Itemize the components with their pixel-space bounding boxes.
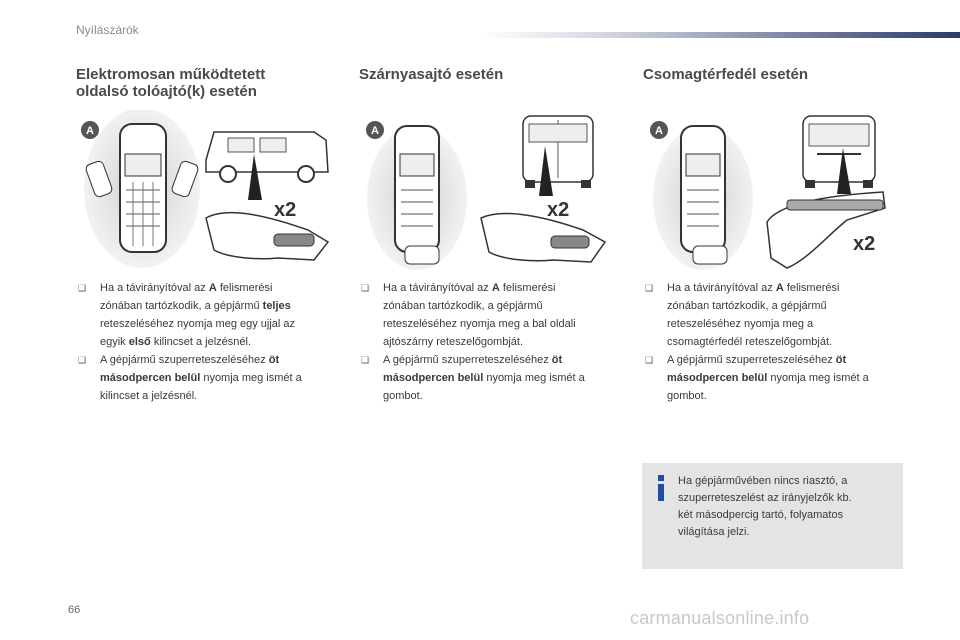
text-run: zónában tartózkodik, a gépjármű	[667, 300, 827, 312]
column-3-title-line1: Csomagtérfedél esetén	[643, 66, 809, 83]
zone-a-label: A	[655, 125, 663, 137]
text-run: kilincset a jelzésnél.	[150, 336, 252, 348]
bullet-item	[78, 351, 338, 405]
bullet-line	[383, 369, 623, 387]
column-1-title	[76, 66, 336, 100]
info-text	[678, 473, 890, 541]
column-1-title-line1: Elektromosan működtetett	[76, 66, 266, 83]
text-run: A gépjármű szuperreteszeléséhez	[100, 354, 269, 366]
bold-text: másodpercen belül	[100, 372, 201, 384]
info-line: világítása jelzi.	[678, 526, 750, 538]
bullet-marker-icon: ❑	[361, 355, 370, 365]
page-number: 66	[68, 604, 81, 616]
hand-pressing-handle	[206, 213, 328, 260]
zone-a-label: A	[371, 125, 379, 137]
text-run: zónában tartózkodik, a gépjármű	[100, 300, 263, 312]
van-top-view	[681, 126, 725, 252]
bold-text: A	[775, 282, 784, 294]
text-run: egyik	[100, 336, 129, 348]
van-rear-view	[523, 116, 593, 188]
bullet-line	[667, 297, 907, 315]
bullet-line	[383, 333, 623, 351]
column-2-title	[359, 66, 619, 83]
column-2-title-line1: Szárnyasajtó esetén	[359, 66, 504, 83]
bullet-line	[100, 333, 338, 351]
bullet-item	[361, 351, 623, 405]
bullet-line	[100, 351, 338, 369]
text-run: nyomja meg ismét a	[767, 372, 869, 384]
bold-text: másodpercen belül	[667, 372, 768, 384]
text-run: A gépjármű szuperreteszeléséhez	[667, 354, 836, 366]
bullet-line	[667, 333, 907, 351]
section-title: Nyílászárók	[76, 23, 139, 37]
bullet-line	[383, 387, 623, 405]
text-run: Ha a távirányítóval az	[383, 282, 492, 294]
van-side-view	[206, 132, 328, 182]
text-run: ajtószárny reteszelőgombját.	[383, 336, 524, 348]
bullet-line	[383, 297, 623, 315]
column-1-instructions	[78, 279, 338, 405]
header-bar	[480, 32, 960, 38]
text-run: nyomja meg ismét a	[200, 372, 302, 384]
column-2-instructions	[361, 279, 623, 405]
bullet-item	[78, 279, 338, 351]
bold-text: öt	[835, 354, 847, 366]
press-twice-label: x2	[547, 199, 570, 221]
text-run: gombot.	[667, 390, 707, 402]
bullet-line	[100, 315, 338, 333]
bullet-line	[667, 387, 907, 405]
bold-text: A	[491, 282, 500, 294]
bold-text: A	[208, 282, 217, 294]
hand-pressing-tailgate-button	[767, 192, 885, 268]
info-line: két másodpercig tartó, folyamatos	[678, 509, 844, 521]
bullet-marker-icon: ❑	[78, 355, 87, 365]
info-box	[642, 463, 903, 569]
info-icon	[654, 475, 668, 501]
text-run: felismerési	[783, 282, 840, 294]
text-run: reteszeléséhez nyomja meg egy ujjal az	[100, 318, 296, 330]
tailgate-illustration	[647, 110, 905, 272]
text-run: reteszeléséhez nyomja meg a bal oldali	[383, 318, 576, 330]
text-run: Ha a távirányítóval az	[100, 282, 209, 294]
bullet-marker-icon: ❑	[361, 283, 370, 293]
bullet-line	[100, 369, 338, 387]
bold-text: teljes	[262, 300, 291, 312]
bullet-line	[667, 351, 907, 369]
bullet-item	[361, 279, 623, 351]
text-run: reteszeléséhez nyomja meg a	[667, 318, 814, 330]
bullet-line	[667, 315, 907, 333]
bullet-line	[100, 297, 338, 315]
bold-text: öt	[268, 354, 280, 366]
sliding-door-illustration	[78, 110, 336, 272]
text-run: gombot.	[383, 390, 423, 402]
text-run: felismerési	[499, 282, 556, 294]
van-rear-view	[803, 116, 875, 188]
van-top-view	[120, 124, 166, 252]
bullet-marker-icon: ❑	[78, 283, 87, 293]
text-run: nyomja meg ismét a	[483, 372, 585, 384]
bullet-item	[645, 351, 907, 405]
column-1-title-line2: oldalsó tolóajtó(k) esetén	[76, 83, 257, 100]
remote-key	[693, 246, 727, 264]
bullet-line	[667, 369, 907, 387]
bold-text: másodpercen belül	[383, 372, 484, 384]
column-3-title	[643, 66, 903, 83]
info-line: Ha gépjárművében nincs riasztó, a	[678, 475, 848, 487]
watermark: carmanualsonline.info	[630, 608, 810, 628]
text-run: csomagtérfedél reteszelőgombját.	[667, 336, 833, 348]
bullet-marker-icon: ❑	[645, 283, 654, 293]
zone-a-label: A	[86, 125, 94, 137]
bullet-line	[383, 351, 623, 369]
text-run: Ha a távirányítóval az	[667, 282, 776, 294]
column-3-instructions	[645, 279, 907, 405]
press-twice-label: x2	[274, 199, 297, 221]
bullet-line	[100, 387, 338, 405]
bold-text: öt	[551, 354, 563, 366]
bullet-line	[100, 279, 338, 297]
bullet-item	[645, 279, 907, 351]
bullet-marker-icon: ❑	[645, 355, 654, 365]
bullet-line	[383, 279, 623, 297]
hand-pressing-button	[481, 214, 605, 262]
text-run: A gépjármű szuperreteszeléséhez	[383, 354, 552, 366]
info-line: szuperreteszelést az irányjelzők kb.	[678, 492, 852, 504]
van-top-view	[395, 126, 439, 252]
press-twice-label: x2	[853, 233, 876, 255]
bold-text: első	[128, 336, 151, 348]
remote-key	[405, 246, 439, 264]
wing-door-illustration	[363, 110, 621, 272]
text-run: kilincset a jelzésnél.	[100, 390, 198, 402]
bullet-line	[383, 315, 623, 333]
text-run: zónában tartózkodik, a gépjármű	[383, 300, 543, 312]
bullet-line	[667, 279, 907, 297]
text-run: felismerési	[216, 282, 273, 294]
